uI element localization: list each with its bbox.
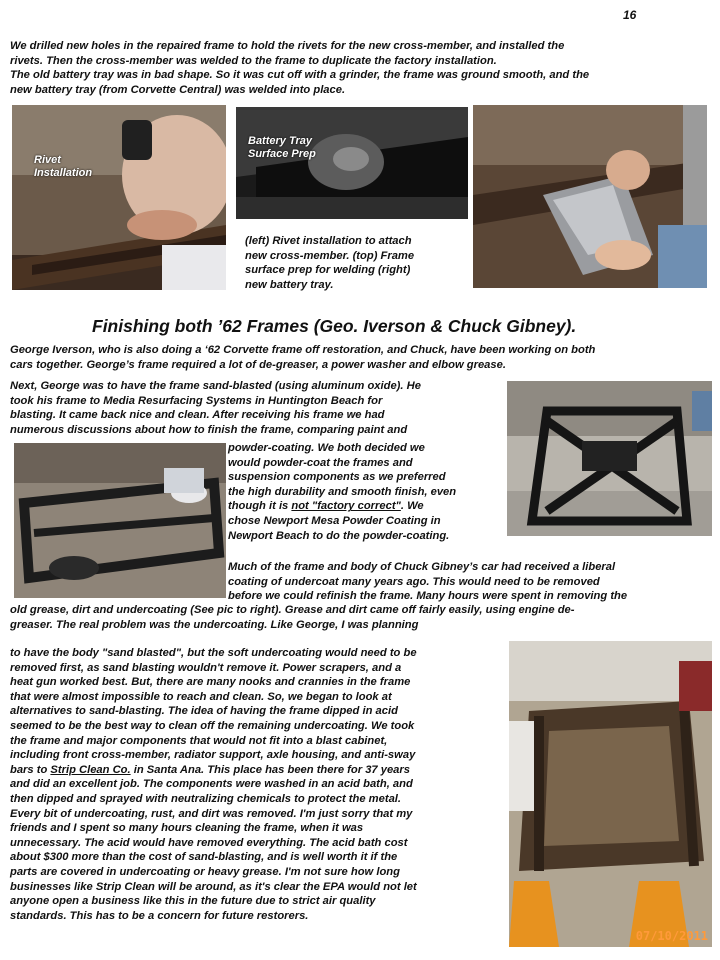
text-line: to have the body "sand blasted", but the soft undercoating would need to be	[10, 647, 417, 659]
chuck-paragraph-top	[228, 560, 711, 604]
new-battery-tray-photo	[473, 105, 707, 288]
text-line: though it is not "factory correct". We	[228, 500, 424, 513]
text-line: removed first, as sand blasting wouldn't remove it. Power scrapers, and a	[10, 661, 402, 674]
text-line: George Iverson, who is also doing a ‘62 Corvette frame off restoration, and Chuck, have been working on both	[10, 344, 596, 356]
text-line: alternatives to sand-blasting. The idea of having the frame dipped in acid	[10, 705, 398, 718]
text-line: cars together. George’s frame required a lot of de-greaser, a power washer and elbow grease.	[10, 358, 506, 371]
text-line: the frame and major components that would not fit into a blast cabinet,	[10, 734, 388, 747]
text-line: rivets. Then the cross-member was welded to the frame to duplicate the factory installation.	[10, 54, 497, 67]
text-line: old grease, dirt and undercoating (See pic to right). Grease and dirt came off fairly easily, using engine de-	[10, 604, 575, 616]
text-line: anyone open a business like this in the future due to strict air quality	[10, 895, 376, 908]
text-line: would powder-coat the frames and	[228, 456, 413, 469]
text-line: bars to Strip Clean Co. in Santa Ana. This place has been there for 37 years	[10, 763, 410, 776]
text-line: greaser. The real problem was the undercoating. Like George, I was planning	[10, 618, 419, 631]
text-line: seemed to be the best way to clean off the remaining undercoating. We took	[10, 719, 415, 732]
text-line: before we could refinish the frame. Many hours were spent in removing the	[228, 590, 628, 603]
text-line: the high durability and smooth finish, even	[228, 485, 457, 498]
text-line: new cross-member. (top) Frame	[245, 249, 415, 262]
text-line: parts are covered in undercoating or heavy grease. I'm not sure how long	[10, 865, 400, 878]
text-line: new battery tray (from Corvette Central) was welded into place.	[10, 83, 346, 96]
text-line: numerous discussions about how to finish the frame, comparing paint and	[10, 423, 408, 436]
next-paragraph-top	[10, 379, 500, 437]
text-line: including front cross-member, radiator support, axle housing, and anti-sway	[10, 749, 416, 762]
page-number: 16	[623, 8, 637, 22]
text-line: about $300 more than the cost of sand-blasting, and is well worth it if the	[10, 851, 398, 864]
text-line: heat gun worked best. But, there are many nooks and crannies in the frame	[10, 676, 411, 689]
text-line: Much of the frame and body of Chuck Gibney’s car had received a liberal	[228, 561, 616, 573]
text-line: We drilled new holes in the repaired frame to hold the rivets for the new cross-member, and installed the	[10, 40, 565, 52]
frame-on-jack-stands-photo	[509, 641, 712, 947]
text-line: surface prep for welding (right)	[245, 264, 411, 277]
photo-date-stamp: 07/10/2011	[635, 929, 708, 943]
next-paragraph-middle	[228, 441, 501, 543]
text-line: standards. This has to be a concern for future restorers.	[10, 909, 309, 922]
rivet-installation-photo	[12, 105, 226, 290]
text-line: chose Newport Mesa Powder Coating in	[228, 514, 441, 527]
chuck-paragraph-full	[10, 603, 710, 632]
text-line: and did an excellent job. The components were washed in an acid bath, and	[10, 778, 413, 791]
text-line: coating of undercoat many years ago. This would need to be removed	[228, 575, 600, 588]
text-line: unnecessary. The acid would have removed everything. The acid bath cost	[10, 836, 408, 849]
text-line: that were almost impossible to reach and clean. So, we began to look at	[10, 690, 392, 703]
photo-caption	[245, 234, 460, 292]
text-line: blasting. It came back nice and clean. After receiving his frame we had	[10, 409, 385, 422]
george-paragraph	[10, 343, 710, 372]
rivet-photo-label: Rivet Installation	[34, 154, 93, 179]
battery-tray-surface-photo	[236, 107, 468, 219]
text-line: Every bit of undercoating, rust, and dirt was removed. I'm just sorry that my	[10, 807, 413, 820]
text-line: The old battery tray was in bad shape. So it was cut off with a grinder, the frame was ground smooth, and the	[10, 69, 590, 82]
text-line: suspension components as we preferred	[228, 471, 446, 484]
text-line: Newport Beach to do the powder-coating.	[228, 529, 450, 542]
text-line: then dipped and sprayed with neutralizing chemicals to protect the metal.	[10, 792, 402, 805]
text-line: (left) Rivet installation to attach	[245, 235, 412, 247]
text-line: took his frame to Media Resurfacing Systems in Huntington Beach for	[10, 394, 383, 407]
text-line: businesses like Strip Clean will be around, as it's clear the EPA would not let	[10, 880, 417, 893]
text-line: new battery tray.	[245, 278, 334, 291]
intro-paragraph	[10, 39, 710, 97]
battery-photo-label: Battery Tray Surface Prep	[248, 135, 316, 160]
strip-clean-company: Strip Clean Co.	[50, 763, 131, 776]
undercoated-frame-photo	[14, 443, 226, 598]
chuck-paragraph-narrow	[10, 646, 502, 923]
text-line: friends and I spent so many hours cleaning the frame, when it was	[10, 822, 364, 835]
factory-correct-text: not "factory correct"	[291, 500, 401, 513]
text-line: powder-coating. We both decided we	[228, 442, 425, 454]
powder-coated-frame-photo	[507, 381, 712, 536]
text-line: Next, George was to have the frame sand-blasted (using aluminum oxide). He	[10, 380, 421, 392]
section-heading: Finishing both ’62 Frames (Geo. Iverson & Chuck Gibney).	[92, 316, 577, 336]
